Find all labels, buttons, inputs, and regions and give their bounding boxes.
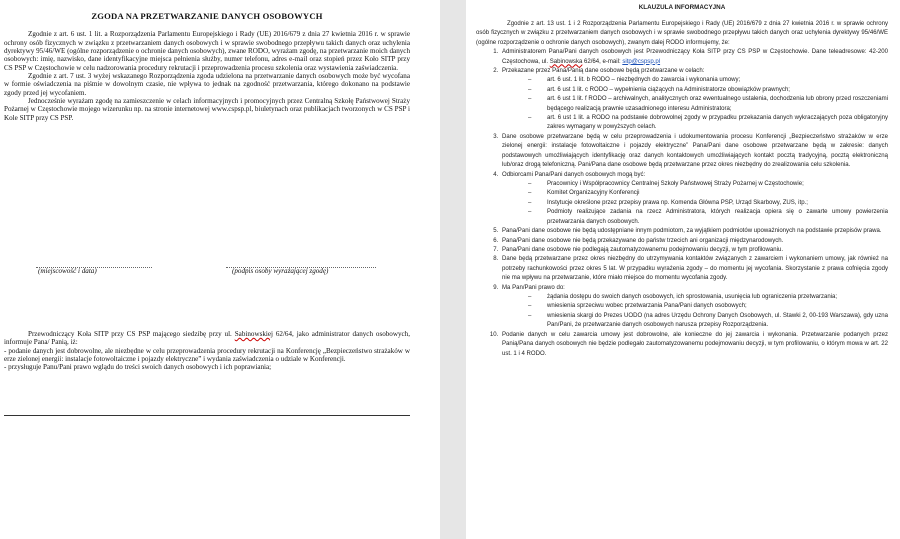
administrator-line-rights: - przysługuje Panu/Pani prawo wglądu do treści swoich danych osobowych i ich poprawiania;: [4, 363, 272, 372]
recipient-item: – Komitet Organizacyjny Konferencji: [528, 189, 888, 198]
consent-paragraph-2: Zgodnie z art. 7 ust. 3 wyżej wskazanego Rozporządzenia zgoda udzielona na przetwarzanie danych osobowych może być wycofana w formie oświadczenia na piśmie w dowolnym czasie, nie wpływa to jednak na zgodność przetwarzania, którego dokonano na podstawie zgody przed jej wycofaniem.: [4, 71, 410, 97]
clause-item-7: 7. Pana/Pani dane osobowe nie podlegają zautomatyzowanemu podejmowaniu decyzji, w tym profilowaniu.: [500, 246, 888, 255]
clause-item-1-text-2: 62/64, e-mail:: [582, 58, 623, 65]
page-gutter: [440, 0, 466, 539]
clause-item-4: [500, 171, 888, 228]
right-item: – wniesienia sprzeciwu wobec przetwarzania Pana/Pani danych osobowych;: [528, 302, 888, 311]
signature-row: [0, 259, 440, 289]
consent-paragraph-1: Zgodnie z art. 6 ust. 1 lit. a Rozporządzenia Parlamentu Europejskiego i Rady (UE) 2016/679 z dnia 27 kwietnia 2016 r. w sprawie ochrony osób fizycznych w związku z przetwarzaniem danych osobowych i w sprawie swobodnego przepływu takich danych oraz uchylenia dyrektywy 95/46/WE (ogólne rozporządzenie o ochronie danych osobowych), zwane RODO, wyrażam zgodę, na przetwarzanie moich danych osobowych: imię, nazwisko, dane identyfikacyjne miejsca pełnienia służby, numer telefonu, adres e-mail oraz stopień przez Koło SITP przy CS PSP w Częstochowie w celu nadzorowania procedury rekrutacji i przeprowadzenia procesu szkolenia oraz wystawienia zaświadczenia.: [4, 30, 410, 72]
clause-intro: Zgodnie z art. 13 ust. 1 i 2 Rozporządzenia Parlamentu Europejskiego i Rady (UE) 2016/679 z dnia 27 kwietnia 2016 r. w sprawie ochrony osób fizycznych w związku z przetwarzaniem danych osobowych i w sprawie swobodnego przepływu takich danych oraz uchylenia dyrektywy 95/46/WE (ogólne rozporządzenie o ochronie danych osobowych), zwanym dalej RODO informujemy, że:: [476, 20, 888, 46]
administrator-intro-text-end: 62/64, jako administrator danych osobowych, informuje Pana/ Panią, iż:: [4, 330, 410, 347]
clause-item-1-text: Administratorem Pana/Pani danych osobowych jest Przewodniczący Koła SITP przy CS PSP w Częstochowie. Dane teleadresowe: 42-200 Częstochowa, ul.: [502, 49, 888, 65]
purpose-item: – art. 6 ust 1 lit. f RODO – archiwalnych, analitycznych oraz ewentualnego ustalenia, dochodzenia lub obrony przed roszczeniami będącego realizacją prawnie uzasadnionego interesu Administratora;: [528, 95, 888, 114]
email-link[interactable]: sitp@cspsp.pl: [622, 58, 661, 65]
administrator-intro: [4, 330, 410, 347]
administrator-intro-text: Przewodniczący Koła SITP przy CS PSP mającego siedzibę przy ul.: [28, 330, 235, 338]
clause-item-6: 6. Pana/Pani dane osobowe nie będą przekazywane do państw trzecich ani organizacji międzynarodowych.: [500, 237, 888, 246]
purposes-list: [502, 76, 888, 133]
consent-page: [0, 0, 440, 539]
consent-title: ZGODA NA PRZETWARZANIE DANYCH OSOBOWYCH: [91, 11, 323, 21]
purpose-item: – art. 6 ust 1 lit. c RODO – wypełnienia ciążących na Administratorze obowiązków prawnych;: [528, 86, 888, 95]
rights-list: [502, 293, 888, 331]
clause-item-10: 10. Podanie danych w celu zawarcia umowy jest dobrowolne, ale konieczne do jej zawarcia i wykonania. Przetwarzanie podanych przez Panią/Pana danych osobowych nie będzie podlegało zautomatyzowanemu podejmowaniu decyzji, w tym profilowaniu, o którym mowa w art. 22 ust. 1 i 4 RODO.: [500, 331, 888, 359]
clause-item-9: [500, 284, 888, 331]
purpose-item: – art. 6 ust. 1 lit. b RODO – niezbędnych do zawarcia i wykonania umowy;: [528, 76, 888, 85]
administrator-notice: [4, 330, 410, 372]
clause-item-3: 3. Dane osobowe przetwarzane będą w celu przeprowadzenia i udokumentowania procesu Konferencji „Bezpieczeństwo strażaków w erze zielonej energii: instalacje fotowoltaiczne i pojazdy elektryczne” Pana/Pani dane osobowe przetwarzane będą w zakresie: danych podstawowych umożliwiających identyfikację oraz danych kontaktowych umożliwiających kontakt pocztą tradycyjną, pocztą elektroniczną lub/oraz drogą telefoniczną. Pani/Pana dane osobowe będą przetwarzane przez okres niezbędny do zrealizowania celu szkolenia.: [500, 133, 888, 171]
right-item: – wniesienia skargi do Prezes UODO (na adres Urzędu Ochrony Danych Osobowych, ul. Stawki 2, 00-193 Warszawa), gdy uzna Pan/Pani, że przetwarzanie danych osobowych narusza przepisy Rozporządzenia.: [528, 312, 888, 331]
clause-item-2: [500, 67, 888, 133]
consent-paragraph-3: Jednocześnie wyrażam zgodę na zamieszczenie w celach informacyjnych i promocyjnych przez Centralną Szkołę Państwowej Straży Pożarnej w Częstochowie mojego wizerunku np. na stronie internetowej www.cspsp.pl, biuletynach oraz publikacjach tworzonych w CS PSP i Kole SITP przy CS PSP.: [4, 97, 410, 122]
clause-item-9-text: Ma Pan/Pani prawo do:: [502, 284, 565, 291]
right-item: – żądania dostępu do swoich danych osobowych, ich sprostowania, usunięcia lub ograniczenia przetwarzania;: [528, 293, 888, 302]
place-date-label: (miejscowość i data): [38, 267, 97, 275]
bottom-rule: [4, 415, 410, 416]
recipients-list: [502, 180, 888, 227]
clause-item-1: [500, 48, 888, 67]
purpose-item: – art. 6 ust 1 lit. a RODO na podstawie dobrowolnej zgody w przypadku przekazania danych wykraczających poza obligatoryjny zakres wymagany w powyższych celach.: [528, 114, 888, 133]
recipient-item: – Pracownicy i Współpracownicy Centralnej Szkoły Państwowej Straży Pożarnej w Częstochowie;: [528, 180, 888, 189]
clause-list: [476, 48, 888, 359]
clause-title: KLAUZULA INFORMACYJNA: [638, 4, 726, 11]
clause-item-8: 8. Dane będą przetwarzane przez okres niezbędny do utrzymywania kontaktów związanych z zawarciem i wykonaniem umowy, jak również na potrzeby rachunkowości przez okres 5 lat. W przypadku wyrażenia zgody – do momentu jej wycofania. Skorzystanie z prawa cofnięcia zgody nie ma wpływu na przetwarzanie, które miało miejsce do momentu wycofania zgody.: [500, 255, 888, 283]
administrator-street: Sabinowskiej: [234, 330, 273, 338]
clause-item-4-text: Odbiorcami Pana/Pani danych osobowych mogą być:: [502, 171, 646, 178]
clause-item-2-text: Przekazane przez Pana/Panią dane osobowe będą przetwarzane w celach:: [502, 67, 705, 74]
clause-street: Sabinowska: [549, 58, 583, 65]
administrator-line-voluntary: - podanie danych jest dobrowolne, ale niezbędne w celu przeprowadzenia procedury rekrutacji na Konferencję „Bezpieczeństwo strażaków w erze zielonej energii: instalacje fotowoltaiczne i pojazdy elektryczne” i wydania zaświadczenia o udziale w Konferencji.: [4, 346, 410, 364]
signature-label: (podpis osoby wyrażającej zgodę): [232, 267, 329, 275]
recipient-item: – Instytucje określone przez przepisy prawa np. Komenda Główna PSP, Urząd Skarbowy, ZUS, itp.;: [528, 199, 888, 208]
clause-item-5: 5. Pana/Pani dane osobowe nie będą udostępniane innym podmiotom, za wyjątkiem podmiotów upoważnionych na podstawie przepisów prawa.: [500, 227, 888, 236]
recipient-item: – Podmioty realizujące zadania na rzecz Administratora, których realizacja opiera się o zawarte umowy powierzenia przetwarzania danych osobowych.: [528, 208, 888, 227]
information-clause-page: [466, 0, 900, 539]
